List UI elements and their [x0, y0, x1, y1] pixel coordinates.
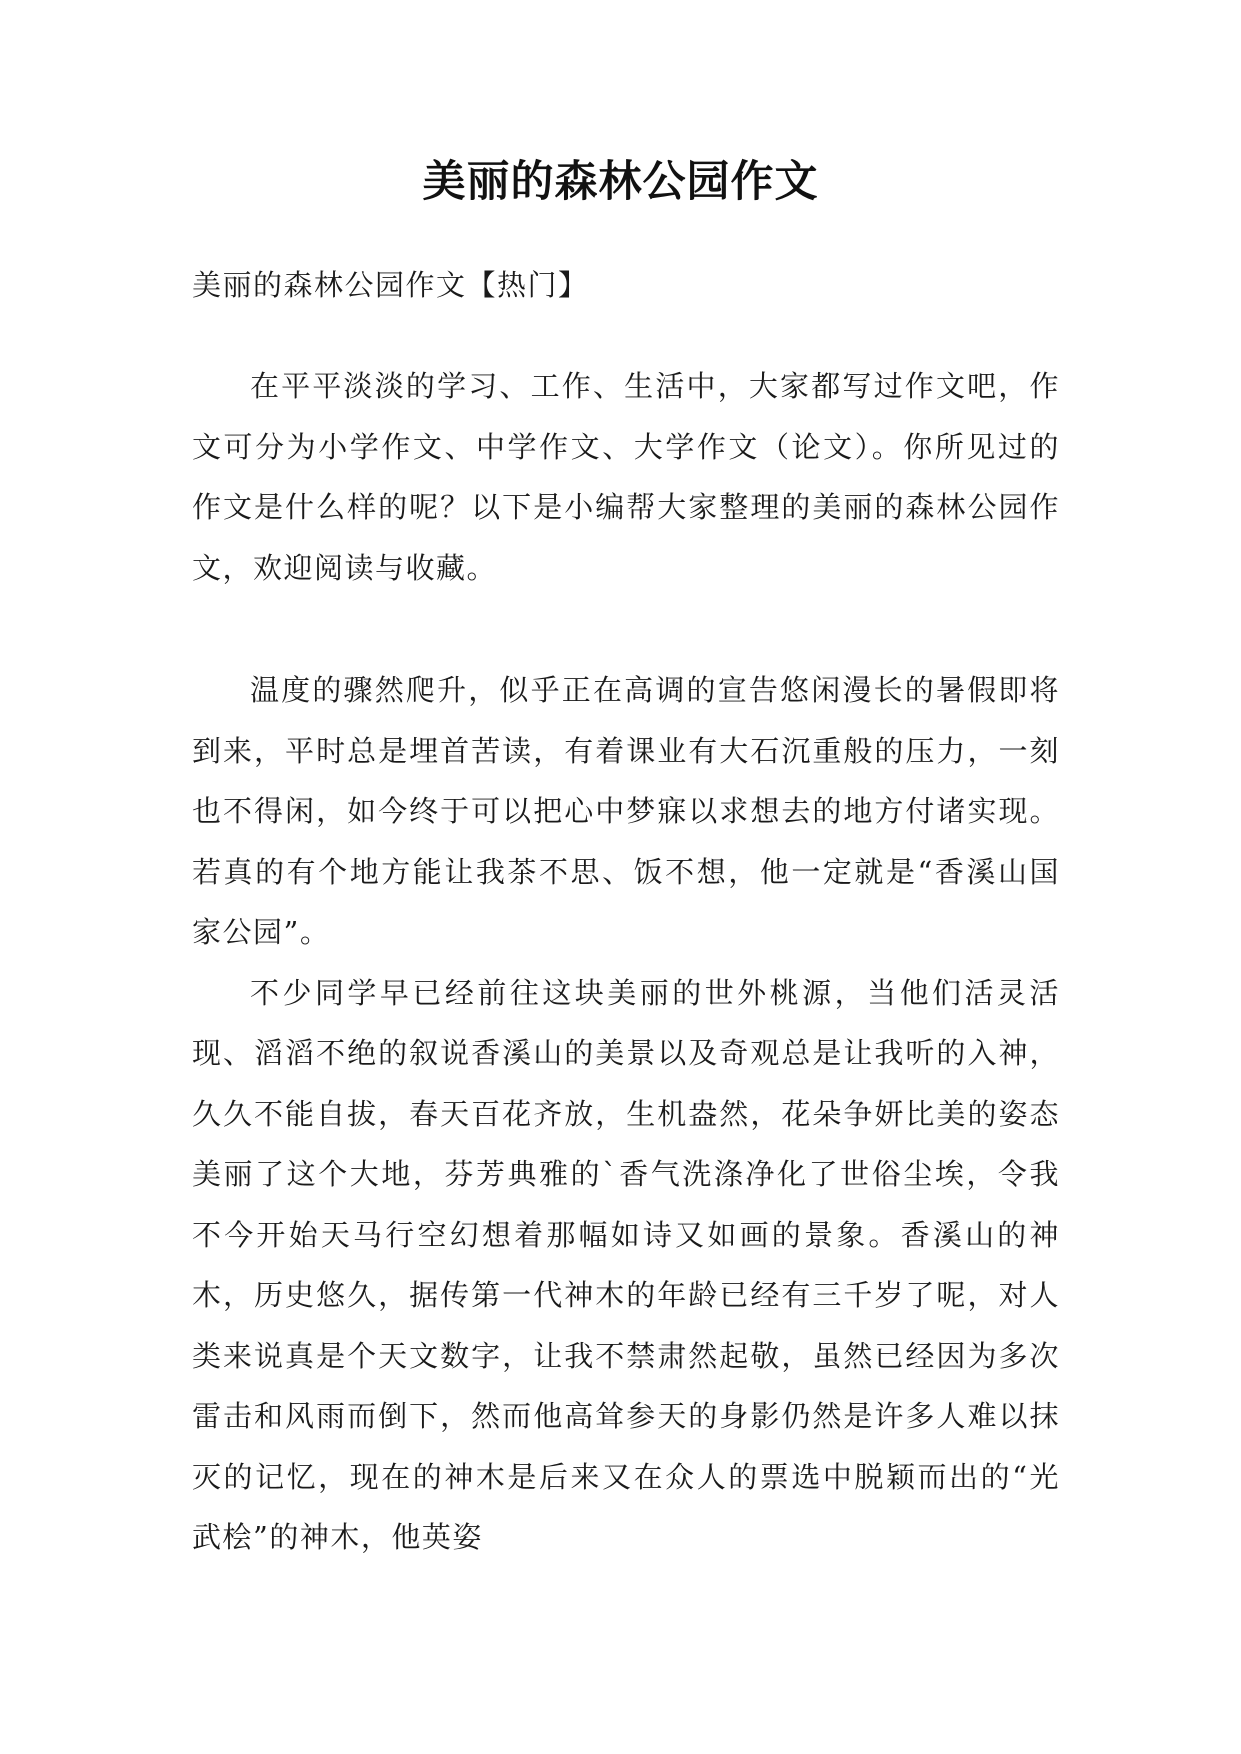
document-subtitle: 美丽的森林公园作文【热门】	[192, 268, 589, 302]
document-title: 美丽的森林公园作文	[422, 157, 819, 207]
intro-paragraph: 在平平淡淡的学习、工作、生活中，大家都写过作文吧，作文可分为小学作文、中学作文、大学作文（论文）。你所见过的作文是什么样的呢？以下是小编帮大家整理的美丽的森林公园作文，欢迎阅读与收藏。	[192, 369, 1060, 585]
paragraph-spacer	[192, 598, 1060, 660]
document-body	[192, 265, 1060, 1568]
body-paragraph: 不少同学早已经前往这块美丽的世外桃源，当他们活灵活现、滔滔不绝的叙说香溪山的美景以及奇观总是让我听的入神，久久不能自拔，春天百花齐放，生机盎然，花朵争妍比美的姿态美丽了这个大地，芬芳典雅的`香气洗涤净化了世俗尘埃，令我不今开始天马行空幻想着那幅如诗又如画的景象。香溪山的神木，历史悠久，据传第一代神木的年龄已经有三千岁了呢，对人类来说真是个天文数字，让我不禁肃然起敬，虽然已经因为多次雷击和风雨而倒下，然而他高耸参天的身影仍然是许多人难以抹灭的记忆，现在的神木是后来又在众人的票选中脱颖而出的“光武桧”的神木，他英姿	[192, 975, 1060, 1554]
body-paragraph: 温度的骤然爬升，似乎正在高调的宣告悠闲漫长的暑假即将到来，平时总是埋首苦读，有着课业有大石沉重般的压力，一刻也不得闲，如今终于可以把心中梦寐以求想去的地方付诸实现。若真的有个地方能让我茶不思、饭不想，他一定就是“香溪山国家公园”。	[192, 673, 1060, 949]
